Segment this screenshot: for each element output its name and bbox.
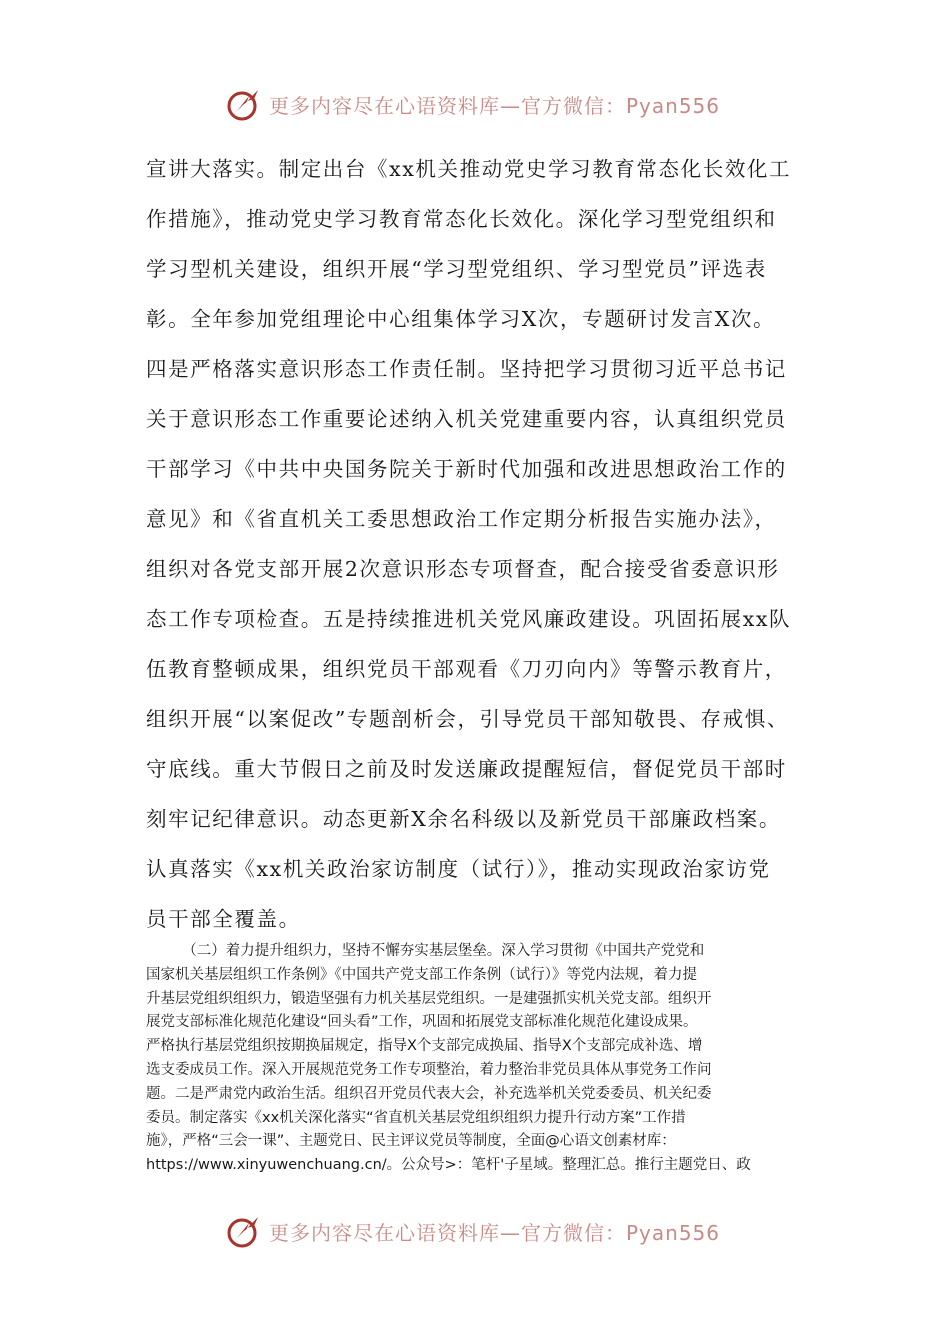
body-text-line: 意见》和《省直机关工委思想政治工作定期分析报告实施办法》， — [146, 507, 777, 531]
body-text-line: 伍教育整顿成果，组织党员干部观看《刀刃向内》等警示教育片， — [146, 657, 787, 681]
section-text-line: （二）着力提升组织力，坚持不懈夯实基层堡垒。深入学习贯彻《中国共产党党和 — [146, 943, 705, 959]
section-two-text — [146, 940, 826, 1178]
banner-text: 更多内容尽在心语资料库—官方微信：Pyan556 — [269, 1220, 721, 1245]
body-text-line: 刻牢记纪律意识。动态更新X余名科级以及新党员干部廉政档案。 — [146, 807, 781, 831]
body-text-line: 组织开展“以案促改”专题剖析会，引导党员干部知敬畏、存戒惧、 — [146, 707, 789, 731]
banner-text: 更多内容尽在心语资料库—官方微信：Pyan556 — [269, 93, 721, 118]
body-text-line: 组织对各党支部开展2次意识形态专项督查，配合接受省委意识形 — [146, 557, 780, 581]
header-watermark-banner — [225, 84, 745, 124]
quill-logo-icon — [225, 85, 263, 123]
footer-watermark-banner — [225, 1211, 745, 1251]
body-text-line: 学习型机关建设，组织开展“学习型党组织、学习型党员”评选表 — [146, 257, 767, 281]
section-text-line: 委员。制定落实《xx机关深化落实“省直机关基层党组织组织力提升行动方案”工作措 — [146, 1109, 686, 1126]
main-body-text — [146, 152, 846, 952]
body-text-line: 认真落实《xx机关政治家访制度（试行）》，推动实现政治家访党 — [146, 857, 771, 881]
body-text-line: 四是严格落实意识形态工作责任制。坚持把学习贯彻习近平总书记 — [146, 357, 787, 381]
section-text-line: 展党支部标准化规范化建设“回头看”工作，巩固和拓展党支部标准化规范化建设成果。 — [146, 1014, 698, 1031]
body-text-line: 宣讲大落实。制定出台《xx机关推动党史学习教育常态化长效化工 — [146, 157, 792, 181]
section-text-line: 升基层党组织组织力，锻造坚强有力机关基层党组织。一是建强抓实机关党支部。组织开 — [146, 990, 712, 1007]
body-text-line: 员干部全覆盖。 — [146, 907, 301, 931]
body-text-line: 彰。全年参加党组理论中心组集体学习X次，专题研讨发言X次。 — [146, 307, 776, 331]
section-text-line: 严格执行基层党组织按期换届规定，指导X个支部完成换届、指导X个支部完成补选、增 — [146, 1038, 703, 1055]
section-text-line: 国家机关基层组织工作条例》《中国共产党支部工作条例（试行）》等党内法规，着力提 — [146, 966, 697, 983]
body-text-line: 干部学习《中共中央国务院关于新时代加强和改进思想政治工作的 — [146, 457, 787, 481]
body-text-line: 关于意识形态工作重要论述纳入机关党建重要内容，认真组织党员 — [146, 407, 787, 431]
section-text-line: 选支委成员工作。深入开展规范党务工作专项整治，着力整治非党员具体从事党务工作问 — [146, 1061, 712, 1078]
body-text-line: 守底线。重大节假日之前及时发送廉政提醒短信，督促党员干部时 — [146, 757, 787, 781]
section-text-line: 施》，严格“三会一课”、主题党日、民主评议党员等制度，全面@心语文创素材库： — [146, 1133, 676, 1150]
quill-logo-icon — [225, 1212, 263, 1250]
section-text-line: 题。二是严肃党内政治生活。组织召开党员代表大会，补充选举机关党委委员、机关纪委 — [146, 1085, 712, 1102]
body-text-line: 作措施》，推动党史学习教育常态化长效化。深化学习型党组织和 — [146, 207, 777, 231]
section-text-line: https://www.xinyuwenchuang.cn/。公众号>：笔杆'子星域。整理汇总。推行主题党日、政 — [146, 1157, 751, 1174]
body-text-line: 态工作专项检查。五是持续推进机关党风廉政建设。巩固拓展xx队 — [146, 607, 792, 631]
